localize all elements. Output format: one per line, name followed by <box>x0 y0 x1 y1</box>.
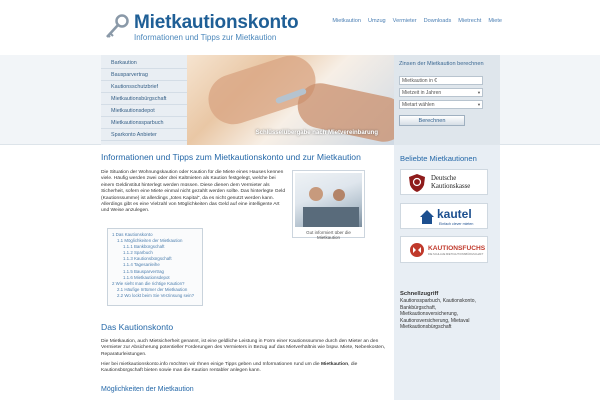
fox-icon <box>409 242 425 258</box>
sidenav-mietkautionsdepot[interactable]: Mietkautionsdepot <box>101 105 187 117</box>
badge-tagline: DIE SCHLAUE MIETKAUTIONSBÜRGSCHAFT <box>428 253 484 256</box>
toc-item[interactable]: 1 Das Kautionskonto <box>112 232 153 237</box>
rent-type-select[interactable]: Mietart wählen ▼ <box>399 100 483 109</box>
topnav-downloads[interactable]: Downloads <box>423 18 452 24</box>
toc-item[interactable]: 1.1.3 Kautionsbürgschaft <box>123 256 172 262</box>
section-text-2-end: , die Kautionsbürgschaft bieten sowie man die Kaution rentabler anlegen kann. <box>101 362 358 374</box>
section-text: Die Mietkaution, auch Mietsicherheit genannt, ist eine geldliche Leistung in Form einer Kautionssumme durch den Mieter an den Vermieter zur Absicherung potentieller Forderungen des Vermieters in Bezug auf das Mietverhältnis wie bspw. Miete, Nebenkosten, Reparaturleistungen. <box>101 339 386 357</box>
side-navigation <box>101 55 187 145</box>
badge-label: kautel <box>437 207 472 221</box>
sub-heading: Möglichkeiten der Mietkaution <box>101 386 194 393</box>
toc-item[interactable]: 2 Wie sieht man die richtige Kaution? <box>112 280 185 286</box>
photo-caption: Gut informiert über die Mietkaution <box>306 230 351 240</box>
site-subtitle: Informationen und Tipps zur Mietkaution <box>134 33 277 42</box>
quick-access-title: Schnellzugriff <box>400 291 439 297</box>
person-shape <box>333 189 345 201</box>
table-of-contents <box>107 228 203 306</box>
topnav-mietkaution[interactable]: Mietkaution <box>332 18 361 24</box>
badge-kautel[interactable] <box>400 203 488 229</box>
badge-label: Deutsche <box>431 175 457 182</box>
section-heading: Das Kautionskonto <box>101 322 174 332</box>
toc-item[interactable]: 2.1 Häufige Irrtümer der Mietkaution <box>117 286 188 292</box>
topnav-mietrecht[interactable]: Mietrecht <box>458 18 482 24</box>
section-text-2-start: Hier bei mietkautionskonto.info möchten wir Ihnen einige Tipps geben und Informationen rund um die <box>101 362 321 367</box>
badge-label: KAUTIONSFUCHS <box>428 245 486 252</box>
intro-text: Die Situation der Wohnungskaution oder Kaution für die Miete eines Hauses kennen viele. Häufig werden zwei oder drei Kaltmieten als Kaution festgelegt, welche bei einem Geldinstitut hinterlegt werden müssen. Diese dienen dem Vermieter als Sicherheit, sofern eine Miete einmal nicht gezahlt werden sollte. Das hinterlegte Geld (Kautionssumme) ist allerdings „totes Kapital", da es nicht genutzt werden kann. Allerdings gibt es eine Vielzahl von Möglichkeiten das Geld auf eine intelligente Art und Weise anzulegen. <box>101 170 286 214</box>
hero-caption: Schlüsselübergabe nach Mietvereinbarung <box>255 130 378 136</box>
sidenav-bausparvertrag[interactable]: Bausparvertrag <box>101 69 187 81</box>
sidebar <box>394 145 500 400</box>
toc-item[interactable]: 1.1.2 Sparbuch <box>123 250 153 256</box>
site-header <box>0 0 600 55</box>
sidenav-mietkautionssparbuch[interactable]: Mietkautionssparbuch <box>101 117 187 129</box>
sidenav-sparkonto-anbieter[interactable]: Sparkonto Anbieter <box>101 129 187 141</box>
calculator-title: Zinsen der Mietkaution berechnen <box>399 61 484 67</box>
duration-select[interactable]: Mietzeit in Jahren ▼ <box>399 88 483 97</box>
site-title[interactable]: Mietkautionskonto <box>134 12 299 33</box>
quick-access-links[interactable]: Kautionssparbuch, Kautionskonto, Bankbürgschaft, Mietkautionsversicherung, Kautionsversicherung, Mietaval Mietkautionsbürgschaft <box>400 298 476 330</box>
house-icon <box>419 209 435 225</box>
toc-item[interactable]: 1.1.6 Mietkautionsdepot <box>123 274 170 280</box>
section-text-2-bold: Mietkaution <box>320 362 349 367</box>
toc-item[interactable]: 1.1.4 Tagesanleihe <box>123 262 160 268</box>
top-navigation <box>332 18 502 24</box>
page-title: Informationen und Tipps zum Mietkautionskonto und zur Mietkaution <box>101 152 361 162</box>
badge-deutsche-kautionskasse[interactable] <box>400 169 488 195</box>
calculate-button[interactable]: Berechnen <box>399 115 465 126</box>
section-text-2 <box>101 362 390 375</box>
desk-shape <box>303 207 359 227</box>
key-icon <box>104 14 130 40</box>
badge-label: Kautionskasse <box>431 183 471 190</box>
sidebar-title: Beliebte Mietkautionen <box>400 154 477 163</box>
deposit-amount-input[interactable]: Mietkaution in € <box>399 76 483 85</box>
toc-item[interactable]: 1.1.5 Bausparvertrag <box>123 268 165 274</box>
toc-item[interactable]: 2.2 Wo lockt beim Sie Verzinsung sein? <box>117 292 195 298</box>
badge-kautionsfuchs[interactable] <box>400 236 488 263</box>
sidenav-kautionsschutzbrief[interactable]: Kautionsschutzbrief <box>101 81 187 93</box>
people-at-desk-image <box>295 173 362 227</box>
topnav-miete[interactable]: Miete <box>488 18 502 24</box>
topnav-umzug[interactable]: Umzug <box>367 18 386 24</box>
toc-item[interactable]: 1.1 Möglichkeiten der Mietkaution <box>117 238 183 244</box>
hero-image <box>187 55 394 145</box>
shield-icon <box>407 173 427 193</box>
sidenav-barkaution[interactable]: Barkaution <box>101 55 187 69</box>
sidenav-mietkautionsbuergschaft[interactable]: Mietkautionsbürgschaft <box>101 93 187 105</box>
toc-item[interactable]: 1.1.1 Bankbürgschaft <box>123 244 165 250</box>
topnav-vermieter[interactable]: Vermieter <box>392 18 417 24</box>
badge-tagline: Einfach clever mieten <box>439 222 474 226</box>
interest-calculator <box>394 55 500 145</box>
person-shape <box>309 187 323 201</box>
intro-photo <box>292 170 365 238</box>
